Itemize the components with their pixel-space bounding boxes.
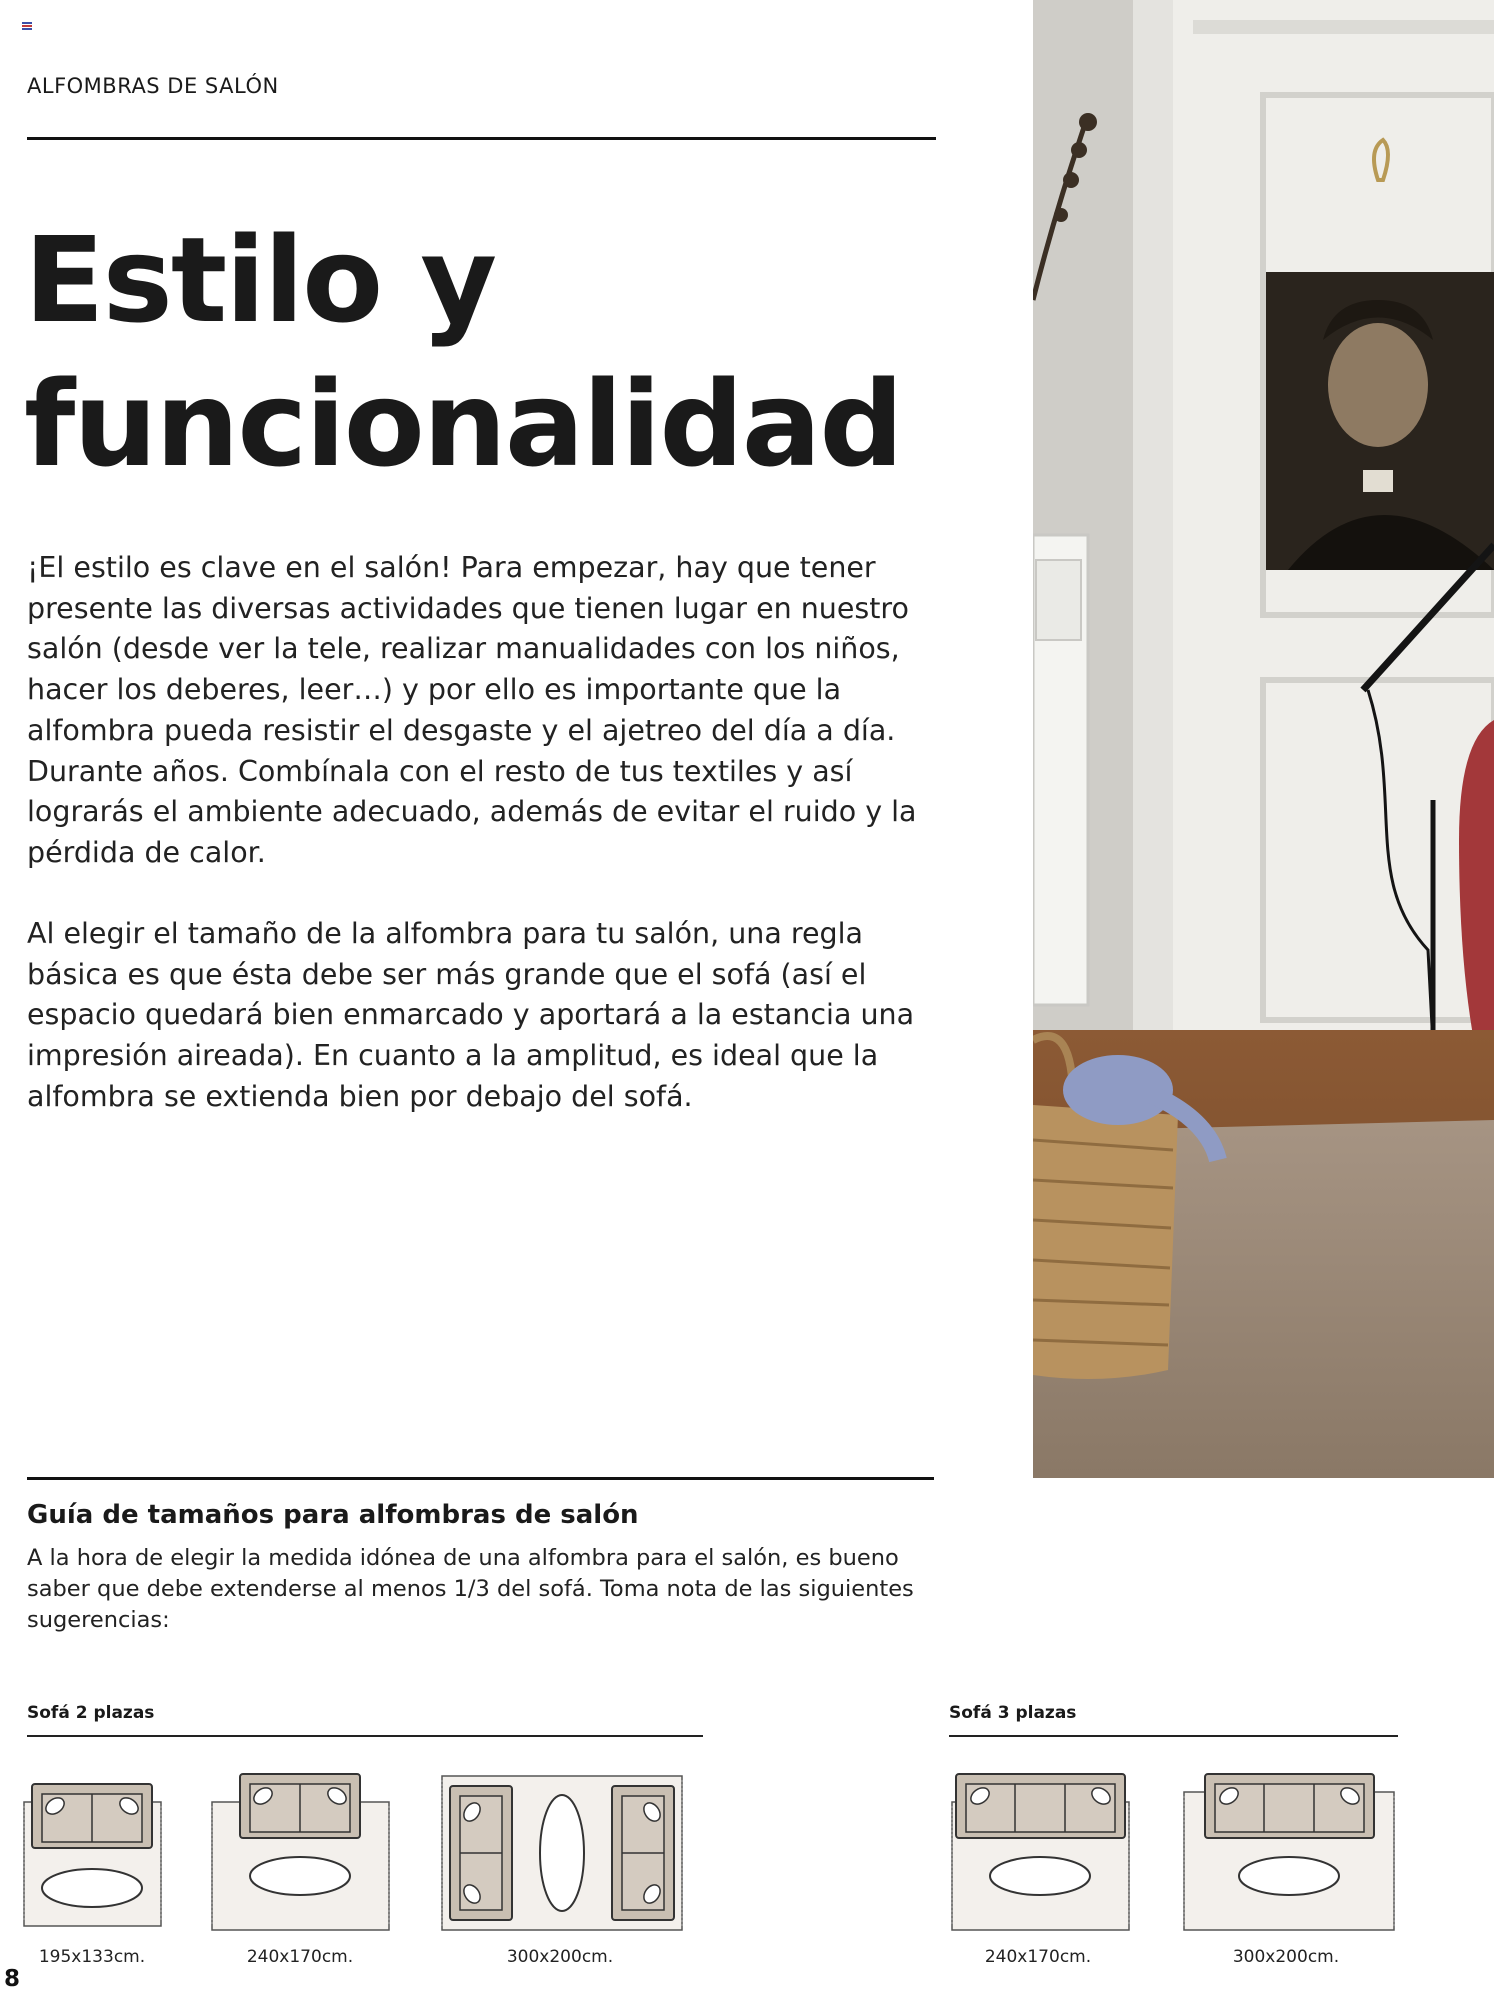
rug-diagram-2-seat-large (438, 1772, 686, 1934)
body-paragraph-2: Al elegir el tamaño de la alfombra para tu salón, una regla básica es que ésta debe ser más grande que el sofá (así el espacio quedará bien enmarcado y aportará a la estancia una impresión aireada). En cuanto a la amplitud, es ideal que la alfombra se extienda bien por debajo del sofá. (27, 917, 915, 1113)
section-label: ALFOMBRAS DE SALÓN (27, 74, 279, 98)
size-label: 240x170cm. (246, 1947, 354, 1967)
size-label: 300x200cm. (1232, 1947, 1340, 1967)
guide-title: Guía de tamaños para alfombras de salón (27, 1500, 639, 1530)
rug-diagram-3-seat-large (1180, 1772, 1398, 1934)
group-label-sofa-2: Sofá 2 plazas (27, 1703, 155, 1723)
rug-diagram-2-seat-medium (208, 1772, 393, 1934)
living-room-photo (1033, 0, 1494, 1478)
rug-diagram-3-seat-medium (948, 1772, 1133, 1934)
header-divider (27, 137, 936, 140)
body-paragraph-1: ¡El estilo es clave en el salón! Para empezar, hay que tener presente las diversas actividades que tienen lugar en nuestro salón (desde ver la tele, realizar manualidades con los niños, hacer los deberes, leer…) y por ello es importante que la alfombra pueda resistir el desgaste y el ajetreo del día a día. Durante años. Combínala con el resto de tus textiles y así lograrás el ambiente adecuado, además de evitar el ruido y la pérdida de calor. (27, 551, 917, 869)
size-label: 300x200cm. (506, 1947, 614, 1967)
guide-text: A la hora de elegir la medida idónea de una alfombra para el salón, es bueno saber que debe extenderse al menos 1/3 del sofá. Toma nota de las siguientes sugerencias: (27, 1545, 914, 1633)
guide-divider (27, 1477, 934, 1480)
group-divider-sofa-2 (27, 1735, 703, 1737)
group-divider-sofa-3 (949, 1735, 1398, 1737)
menu-icon[interactable] (22, 22, 32, 30)
group-label-sofa-3: Sofá 3 plazas (949, 1703, 1077, 1723)
page-title (24, 208, 984, 496)
page-title-line1: Estilo y (24, 211, 496, 349)
size-label: 195x133cm. (38, 1947, 146, 1967)
rug-diagram-2-seat-small (20, 1782, 165, 1932)
size-label: 240x170cm. (984, 1947, 1092, 1967)
page-title-line2: funcionalidad (24, 355, 902, 493)
page-number: 8 (4, 1966, 21, 1992)
